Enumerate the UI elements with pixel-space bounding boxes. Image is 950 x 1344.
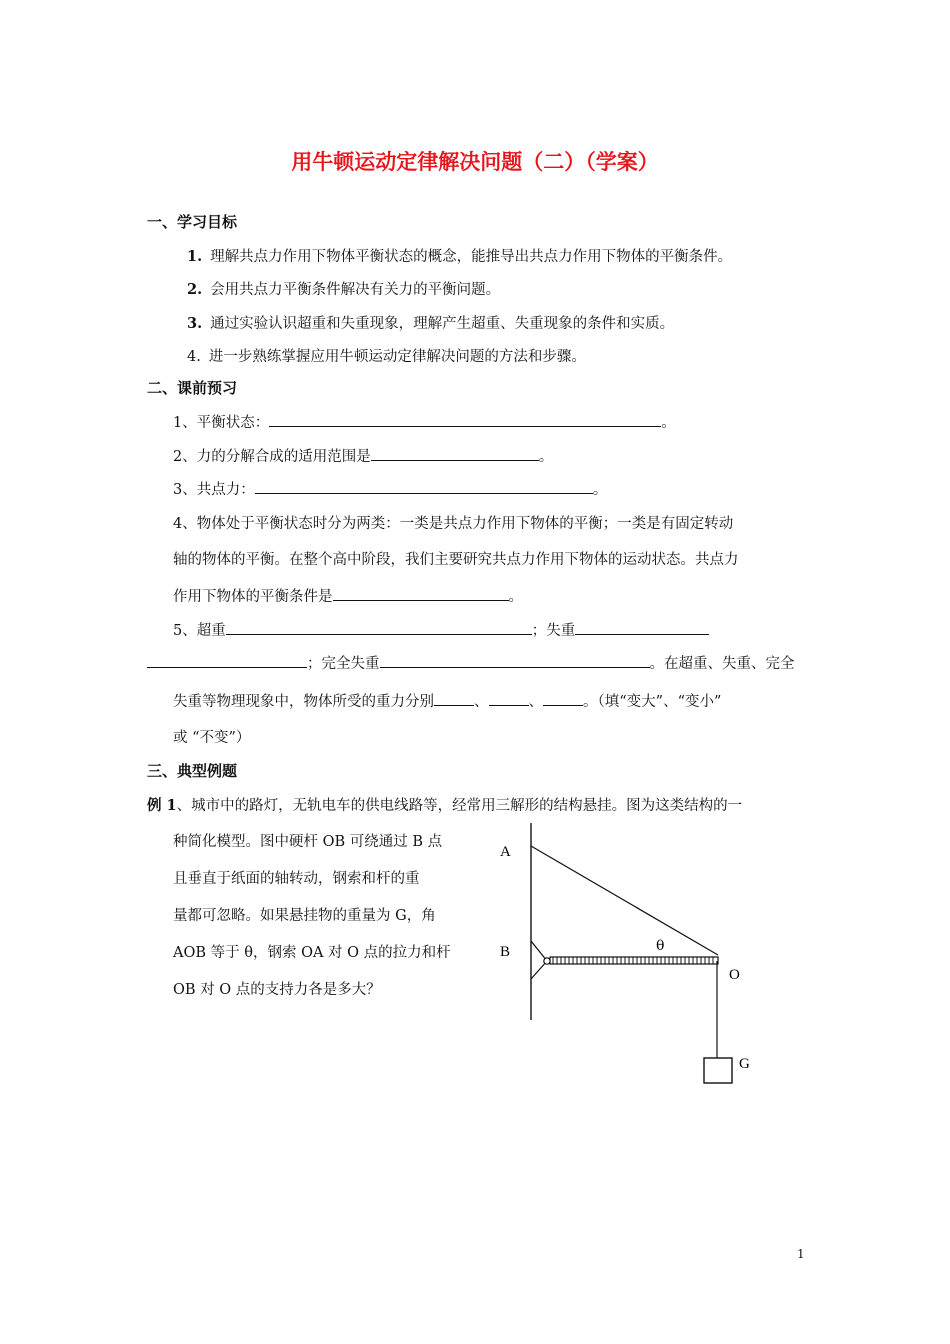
preview-q3 — [173, 478, 607, 499]
goal-number: 3. — [187, 315, 203, 332]
preview-q1 — [173, 411, 676, 432]
label-a: A — [500, 844, 511, 860]
goal-text: 会用共点力平衡条件解决有关力的平衡问题。 — [210, 282, 501, 298]
q1-end: 。 — [661, 415, 676, 431]
comma: 、 — [474, 694, 489, 710]
section1-heading: 一、学习目标 — [147, 213, 238, 231]
label-b: B — [500, 944, 511, 960]
example1-line: 量都可忽略。如果悬挂物的重量为 G，角 — [173, 908, 436, 924]
rod-hatching — [553, 957, 713, 964]
q5-line3-end: 。（填“变大”、“变小” — [583, 694, 722, 710]
preview-q4-line1: 4、物体处于平衡状态时分为两类：一类是共点力作用下物体的平衡；一类是有固定转动 — [173, 516, 734, 532]
q3-end: 。 — [592, 482, 608, 498]
q2-end: 。 — [538, 449, 554, 465]
example-text: 、城市中的路灯，无轨电车的供电线路等，经常用三解形的结构悬挂。图为这类结构的一 — [176, 798, 743, 814]
weightless-blank-part1[interactable] — [575, 620, 709, 635]
goal-number: 4. — [187, 349, 201, 365]
section2-heading: 二、课前预习 — [147, 379, 238, 397]
goal-item — [187, 278, 500, 299]
weightless-blank-part2[interactable] — [147, 653, 307, 668]
goal-text: 理解共点力作用下物体平衡状态的概念，能推导出共点力作用下物体的平衡条件。 — [210, 249, 733, 265]
q3-blank[interactable] — [255, 479, 593, 494]
q5-line3-text: 失重等物理现象中，物体所受的重力分别 — [173, 694, 434, 710]
preview-q5-line1 — [173, 619, 709, 640]
example1-line: OB 对 O 点的支持力各是多大？ — [173, 982, 381, 998]
page-number: 1 — [797, 1247, 805, 1261]
cable-oa — [531, 846, 718, 955]
goal-number: 1. — [187, 248, 203, 265]
preview-q5-line4: 或 “不变”） — [173, 730, 251, 746]
q3-label: 3、共点力： — [173, 482, 255, 498]
q5-sep2: ；完全失重 — [307, 656, 380, 672]
example1-line1 — [147, 794, 742, 815]
q1-label: 1、平衡状态： — [173, 415, 270, 431]
page-title: 用牛顿运动定律解决问题（二）（学案） — [291, 150, 659, 174]
preview-q2 — [173, 445, 553, 466]
hinge-pin — [544, 958, 550, 964]
goal-item — [187, 345, 586, 366]
weight-block — [704, 1058, 732, 1083]
gravity-blank-3[interactable] — [543, 691, 583, 706]
preview-q5-line3 — [173, 690, 721, 711]
gravity-blank-1[interactable] — [434, 691, 474, 706]
preview-q5-line2 — [147, 652, 795, 673]
q4-blank[interactable] — [333, 586, 509, 601]
comma: 、 — [528, 694, 543, 710]
overweight-blank[interactable] — [226, 620, 532, 635]
preview-q4-line2: 轴的物体的平衡。在整个高中阶段，我们主要研究共点力作用下物体的运动状态。共点力 — [173, 552, 739, 568]
goal-text: 通过实验认识超重和失重现象，理解产生超重、失重现象的条件和实质。 — [210, 316, 675, 332]
preview-q4-line3 — [173, 585, 523, 606]
section3-heading: 三、典型例题 — [147, 762, 238, 780]
q2-blank[interactable] — [371, 446, 539, 461]
example1-line: 种简化模型。图中硬杆 OB 可绕通过 B 点 — [173, 834, 443, 850]
example-label: 例 1 — [147, 797, 177, 814]
goal-text: 进一步熟练掌握应用牛顿运动定律解决问题的方法和步骤。 — [208, 349, 586, 365]
goal-item — [187, 245, 732, 266]
q5-label: 5、超重 — [173, 623, 226, 639]
example1-line: AOB 等于 θ，钢索 OA 对 O 点的拉力和杆 — [173, 945, 451, 961]
gravity-blank-2[interactable] — [489, 691, 529, 706]
q4-end: 。 — [508, 589, 523, 605]
q5-sep1: ；失重 — [531, 623, 576, 639]
truss-diagram — [495, 815, 765, 1095]
goal-number: 2. — [187, 281, 203, 298]
label-o: O — [729, 967, 740, 983]
goal-item — [187, 312, 674, 333]
label-g: G — [739, 1056, 750, 1072]
label-theta: θ — [656, 938, 665, 954]
q4-label: 作用下物体的平衡条件是 — [173, 589, 333, 605]
complete-weightless-blank[interactable] — [380, 653, 650, 668]
example1-line: 且垂直于纸面的轴转动，钢索和杆的重 — [173, 871, 420, 887]
q1-blank[interactable] — [269, 412, 661, 427]
q2-label: 2、力的分解合成的适用范围是 — [173, 449, 371, 465]
q5-sep3: 。在超重、失重、完全 — [649, 656, 795, 672]
